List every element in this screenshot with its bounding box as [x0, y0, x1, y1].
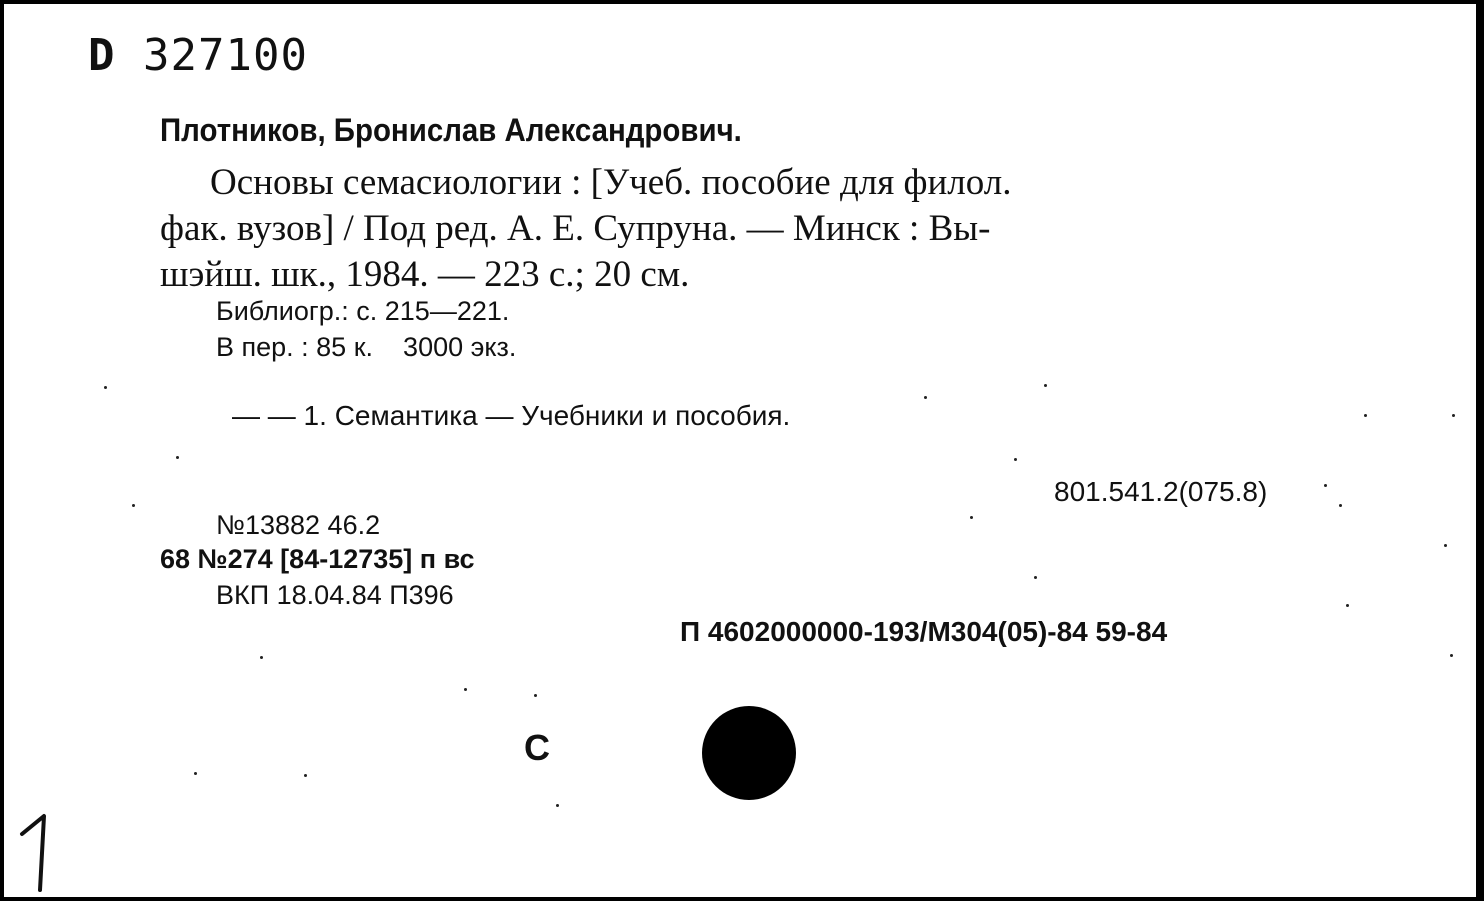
title-line-1: Основы семасиологии : [Учеб. пособие для филол.	[210, 162, 1012, 203]
speck	[104, 386, 107, 389]
speck	[1339, 504, 1342, 507]
accession-line-3: ВКП 18.04.84 П396	[216, 580, 454, 610]
print-run: 3000 экз.	[403, 332, 517, 362]
speck	[1034, 576, 1037, 579]
publisher-code: П 4602000000-193/М304(05)-84 59-84	[680, 616, 1168, 647]
speck	[176, 456, 179, 459]
speck	[1444, 544, 1447, 547]
title-line-3: шэйш. шк., 1984. — 223 с.; 20 см.	[160, 254, 690, 295]
speck	[1014, 458, 1017, 461]
price-line	[216, 334, 516, 361]
speck	[1346, 604, 1349, 607]
speck	[1364, 414, 1367, 417]
binding-price: В пер. : 85 к.	[216, 332, 374, 362]
speck	[1452, 414, 1455, 417]
call-number	[88, 30, 308, 81]
speck	[132, 504, 135, 507]
handwritten-number-1	[18, 812, 58, 894]
speck	[1044, 384, 1047, 387]
speck	[556, 804, 559, 807]
subject-heading: — — 1. Семантика — Учебники и пособия.	[232, 400, 791, 431]
speck	[304, 774, 307, 777]
call-number-letter: D	[88, 30, 116, 81]
speck	[1450, 654, 1453, 657]
title-line-2: фак. вузов] / Под ред. А. Е. Супруна. — Минск : Вы-	[160, 208, 991, 249]
speck	[970, 516, 973, 519]
letter-mark: С	[524, 727, 550, 768]
bibliography-note: Библиогр.: с. 215—221.	[216, 296, 510, 326]
speck	[260, 656, 263, 659]
speck	[534, 694, 537, 697]
author-heading: Плотников, Бронислав Александрович.	[160, 112, 742, 148]
speck	[464, 688, 467, 691]
call-number-digits: 327100	[143, 30, 308, 81]
catalog-card	[4, 4, 1476, 897]
speck	[1324, 484, 1327, 487]
udc-code: 801.541.2(075.8)	[1054, 476, 1268, 507]
speck	[924, 396, 927, 399]
accession-line-1: №13882 46.2	[216, 510, 381, 540]
accession-line-2: 68 №274 [84-12735] п вс	[160, 544, 475, 574]
speck	[194, 772, 197, 775]
punch-hole-dot	[702, 706, 796, 800]
